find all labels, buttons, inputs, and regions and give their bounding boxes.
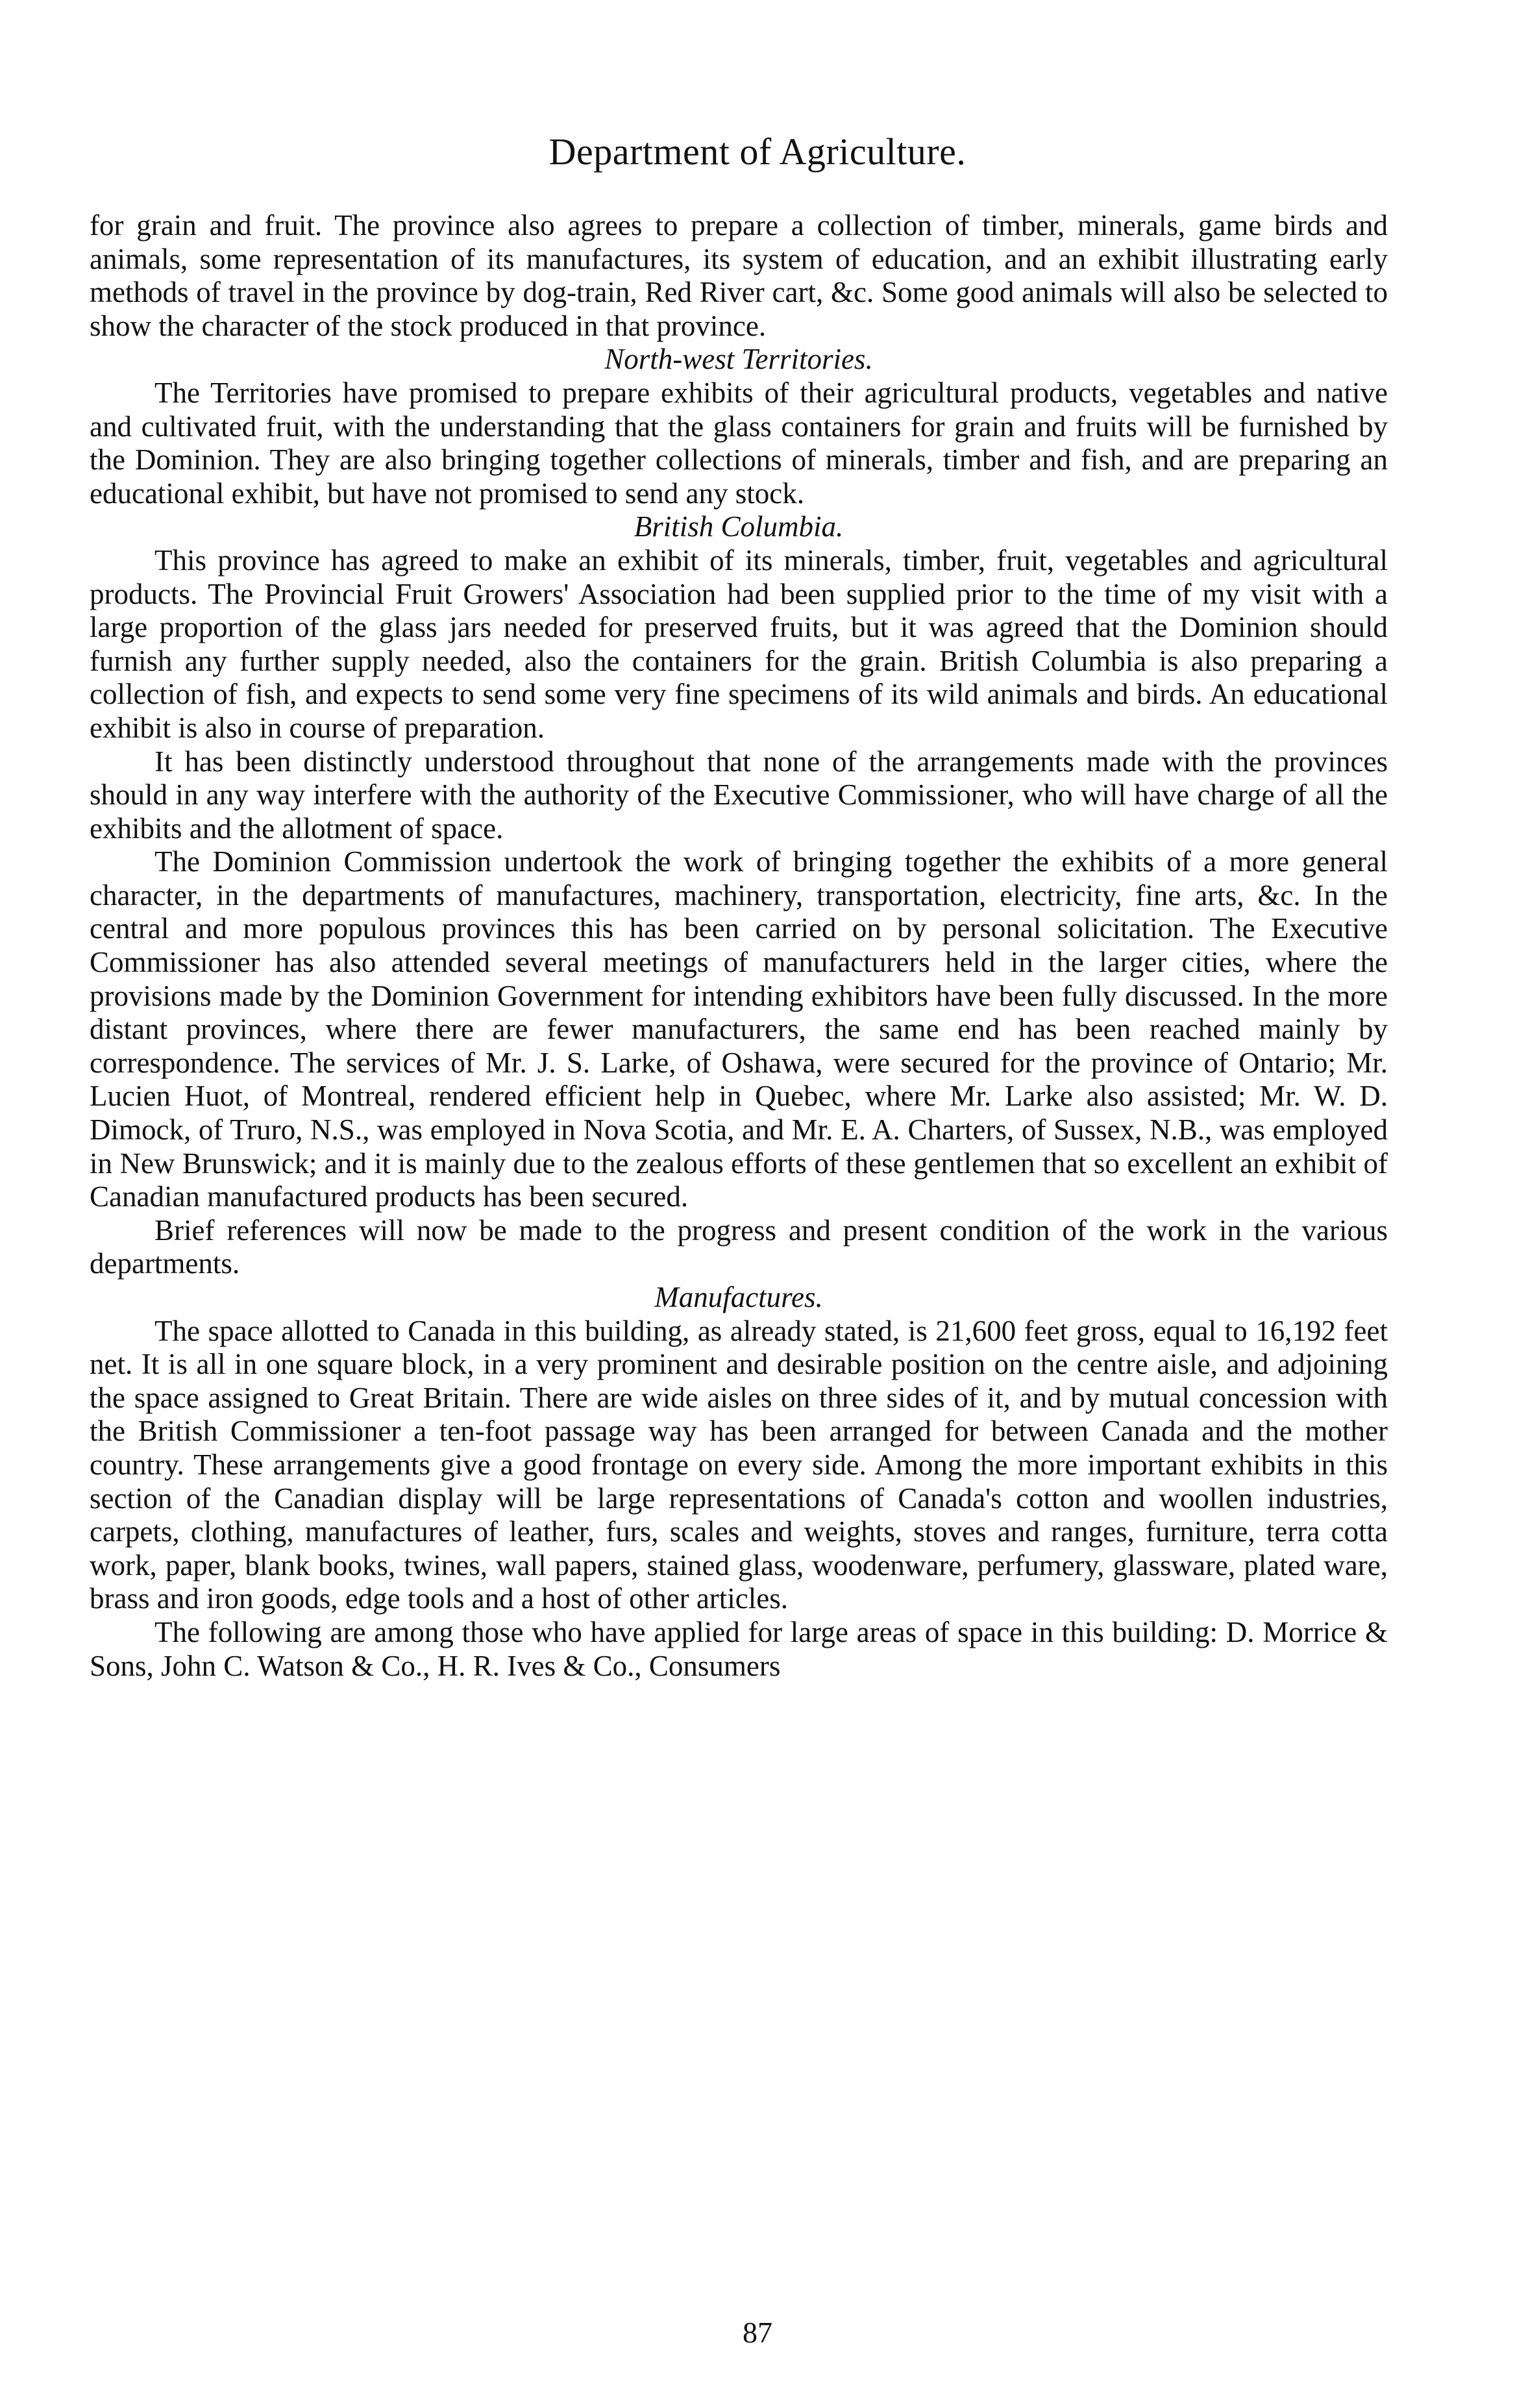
- page-number: 87: [743, 2316, 772, 2349]
- paragraph-applicants: The following are among those who have applied for large areas of space in this building: D. Morrice & Sons, John C. Watson & Co., H. R. Ives & Co., Consumers: [90, 1615, 1388, 1682]
- paragraph-manitoba-continued: for grain and fruit. The province also agrees to prepare a collection of timber, minerals, game birds and animals, some representation of its manufactures, its system of education, and an exhibit illustrating early methods of travel in the province by dog-train, Red River cart, &c. Some good animals will also be selected to show the character of the stock produced in that province.: [90, 209, 1388, 342]
- section-heading-northwest-territories: North-west Territories.: [604, 343, 873, 376]
- paragraph-space-allotted: The space allotted to Canada in this building, as already stated, is 21,600 feet gross, equal to 16,192 feet net. It is all in one square block, in a very prominent and desirable position on the centre aisle, and adjoining the space assigned to Great Britain. There are wide aisles on three sides of it, and by mutual concession with the British Commissioner a ten-foot passage way has been arranged for between Canada and the mother country. These arrangements give a good frontage on every side. Among the more important exhibits in this section of the Canadian display will be large representations of Canada's cotton and woollen industries, carpets, clothing, manufactures of leather, furs, scales and weights, stoves and ranges, furniture, terra cotta work, paper, blank books, twines, wall papers, stained glass, woodenware, perfumery, glassware, plated ware, brass and iron goods, edge tools and a host of other articles.: [90, 1314, 1388, 1615]
- paragraph-dominion-commission: The Dominion Commission undertook the work of bringing together the exhibits of a more general character, in the departments of manufactures, machinery, transportation, electricity, fine arts, &c. In the central and more populous provinces this has been carried on by personal solicitation. The Executive Commissioner has also attended several meetings of manufacturers held in the larger cities, where the provisions made by the Dominion Government for intending exhibitors have been fully discussed. In the more distant provinces, where there are fewer manufacturers, the same end has been reached mainly by correspondence. The services of Mr. J. S. Larke, of Oshawa, were secured for the province of Ontario; Mr. Lucien Huot, of Montreal, rendered efficient help in Quebec, where Mr. Larke also assisted; Mr. W. D. Dimock, of Truro, N.S., was employed in Nova Scotia, and Mr. E. A. Charters, of Sussex, N.B., was employed in New Brunswick; and it is mainly due to the zealous efforts of these gentlemen that so excellent an exhibit of Canadian manufactured products has been secured.: [90, 845, 1388, 1213]
- running-header: Department of Agriculture.: [548, 130, 967, 173]
- body-text: [90, 209, 1388, 1683]
- paragraph-brief-references: Brief references will now be made to the progress and present condition of the work in the various departments.: [90, 1213, 1388, 1280]
- paragraph-arrangements-understood: It has been distinctly understood throughout that none of the arrangements made with the provinces should in any way interfere with the authority of the Executive Commissioner, who will have charge of all the exhibits and the allotment of space.: [90, 745, 1388, 845]
- paragraph-northwest-territories: The Territories have promised to prepare exhibits of their agricultural products, vegetables and native and cultivated fruit, with the understanding that the glass containers for grain and fruits will be furnished by the Dominion. They are also bringing together collections of minerals, timber and fish, and are preparing an educational exhibit, but have not promised to send any stock.: [90, 376, 1388, 510]
- paragraph-british-columbia: This province has agreed to make an exhibit of its minerals, timber, fruit, vegetables and agricultural products. The Provincial Fruit Growers' Association had been supplied prior to the time of my visit with a large proportion of the glass jars needed for preserved fruits, but it was agreed that the Dominion should furnish any further supply needed, also the containers for the grain. British Columbia is also preparing a collection of fish, and expects to send some very fine specimens of its wild animals and birds. An educational exhibit is also in course of preparation.: [90, 543, 1388, 744]
- section-heading-british-columbia: British Columbia.: [634, 510, 844, 543]
- section-heading-manufactures: Manufactures.: [654, 1281, 823, 1313]
